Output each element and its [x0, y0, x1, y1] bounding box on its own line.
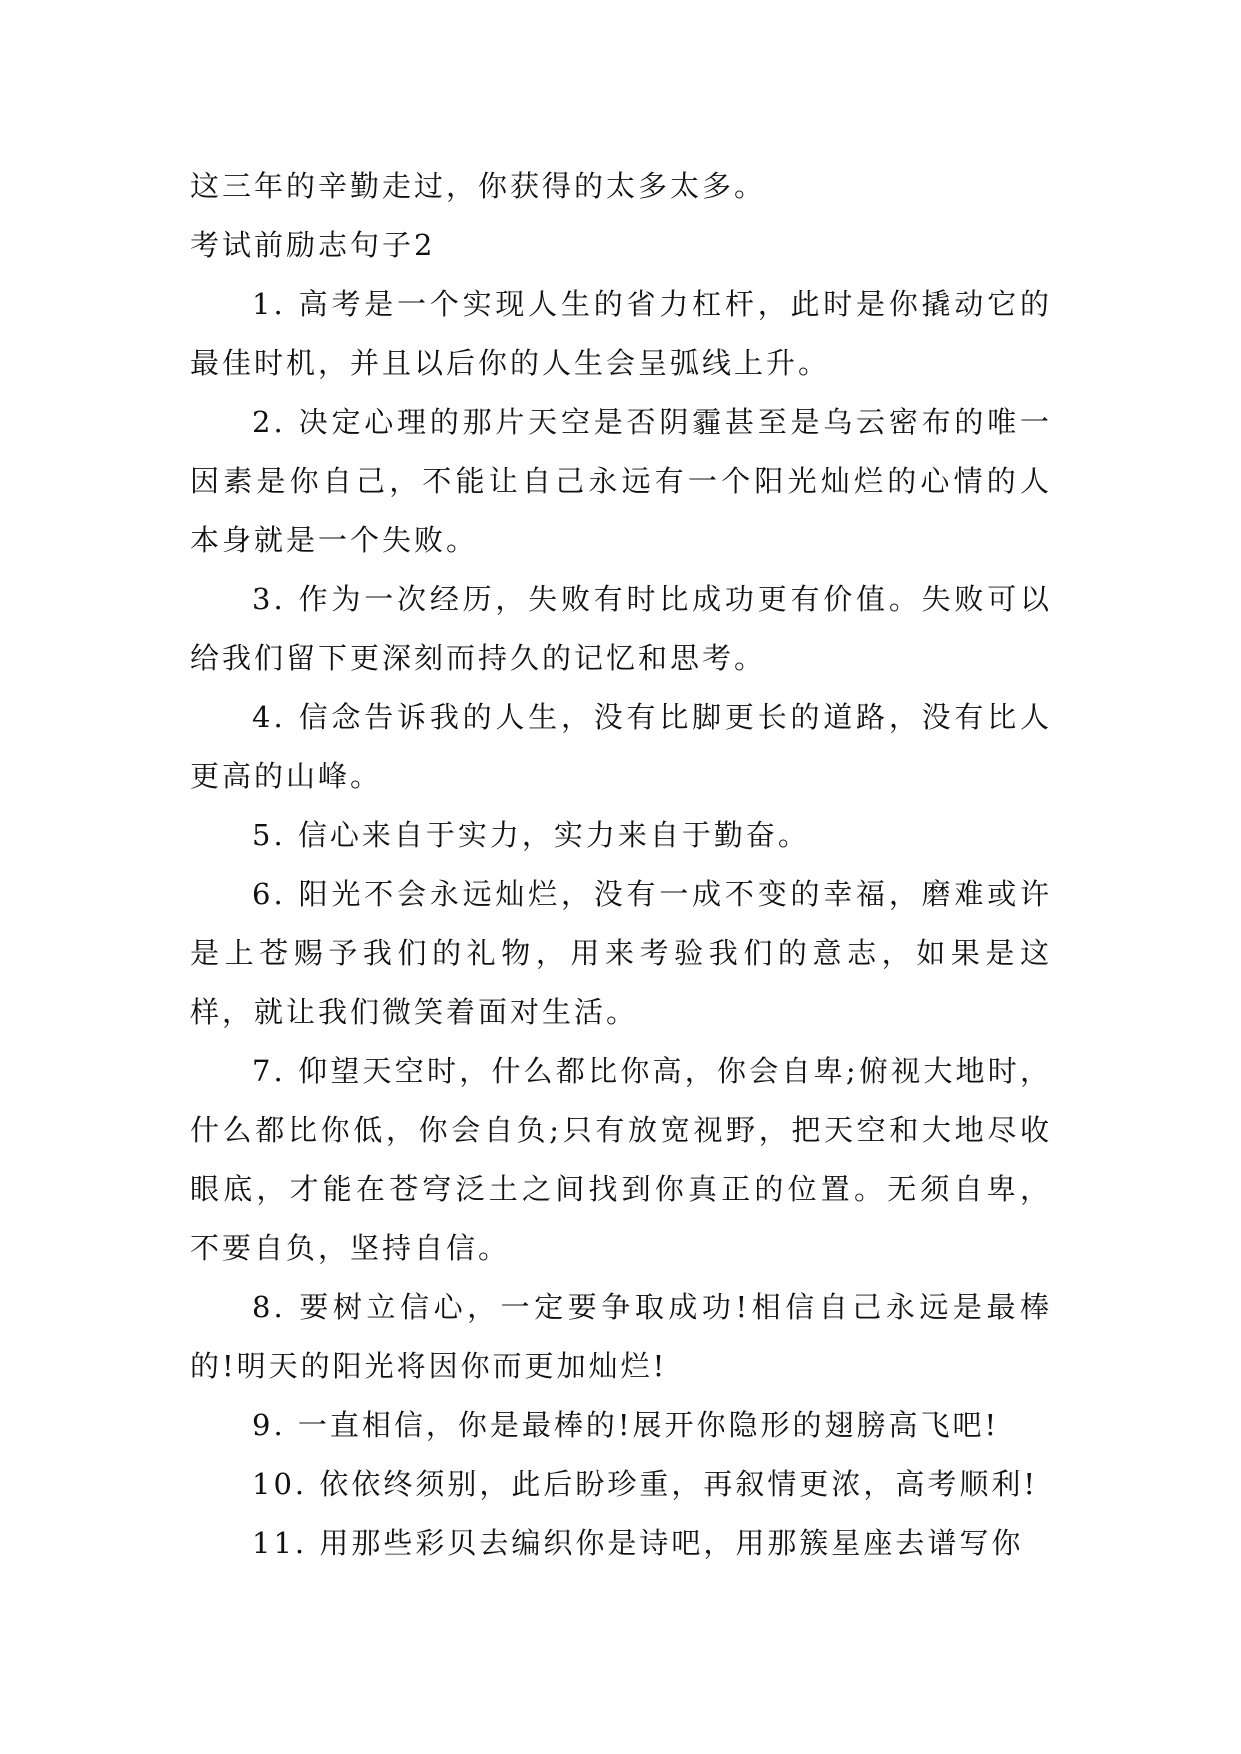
- list-item: 3. 作为一次经历，失败有时比成功更有价值。失败可以给我们留下更深刻而持久的记忆和思考。: [190, 582, 1052, 675]
- document-body: [190, 157, 1052, 1573]
- list-item: 5. 信心来自于实力，实力来自于勤奋。: [252, 818, 810, 852]
- list-item: 9. 一直相信，你是最棒的!展开你隐形的翅膀高飞吧!: [252, 1408, 1000, 1442]
- list-item: 7. 仰望天空时，什么都比你高，你会自卑;俯视大地时，什么都比你低，你会自负;只有放宽视野，把天空和大地尽收眼底，才能在苍穹泛土之间找到你真正的位置。无须自卑，不要自负，坚持自信。: [190, 1054, 1052, 1265]
- list-item: 4. 信念告诉我的人生，没有比脚更长的道路，没有比人更高的山峰。: [190, 700, 1052, 793]
- intro-line: 这三年的辛勤走过，你获得的太多太多。: [190, 169, 767, 203]
- list-item: 1. 高考是一个实现人生的省力杠杆，此时是你撬动它的最佳时机，并且以后你的人生会呈弧线上升。: [190, 287, 1052, 380]
- section-title: 考试前励志句子2: [190, 228, 436, 262]
- list-item: 11. 用那些彩贝去编织你是诗吧，用那簇星座去谱写你: [252, 1526, 1024, 1560]
- list-item: 8. 要树立信心，一定要争取成功!相信自己永远是最棒的!明天的阳光将因你而更加灿烂!: [190, 1290, 1052, 1383]
- list-item: 2. 决定心理的那片天空是否阴霾甚至是乌云密布的唯一因素是你自己，不能让自己永远有一个阳光灿烂的心情的人本身就是一个失败。: [190, 405, 1052, 557]
- list-item: 10. 依依终须别，此后盼珍重，再叙情更浓，高考顺利!: [252, 1467, 1038, 1501]
- list-item: 6. 阳光不会永远灿烂，没有一成不变的幸福，磨难或许是上苍赐予我们的礼物，用来考验我们的意志，如果是这样，就让我们微笑着面对生活。: [190, 877, 1052, 1029]
